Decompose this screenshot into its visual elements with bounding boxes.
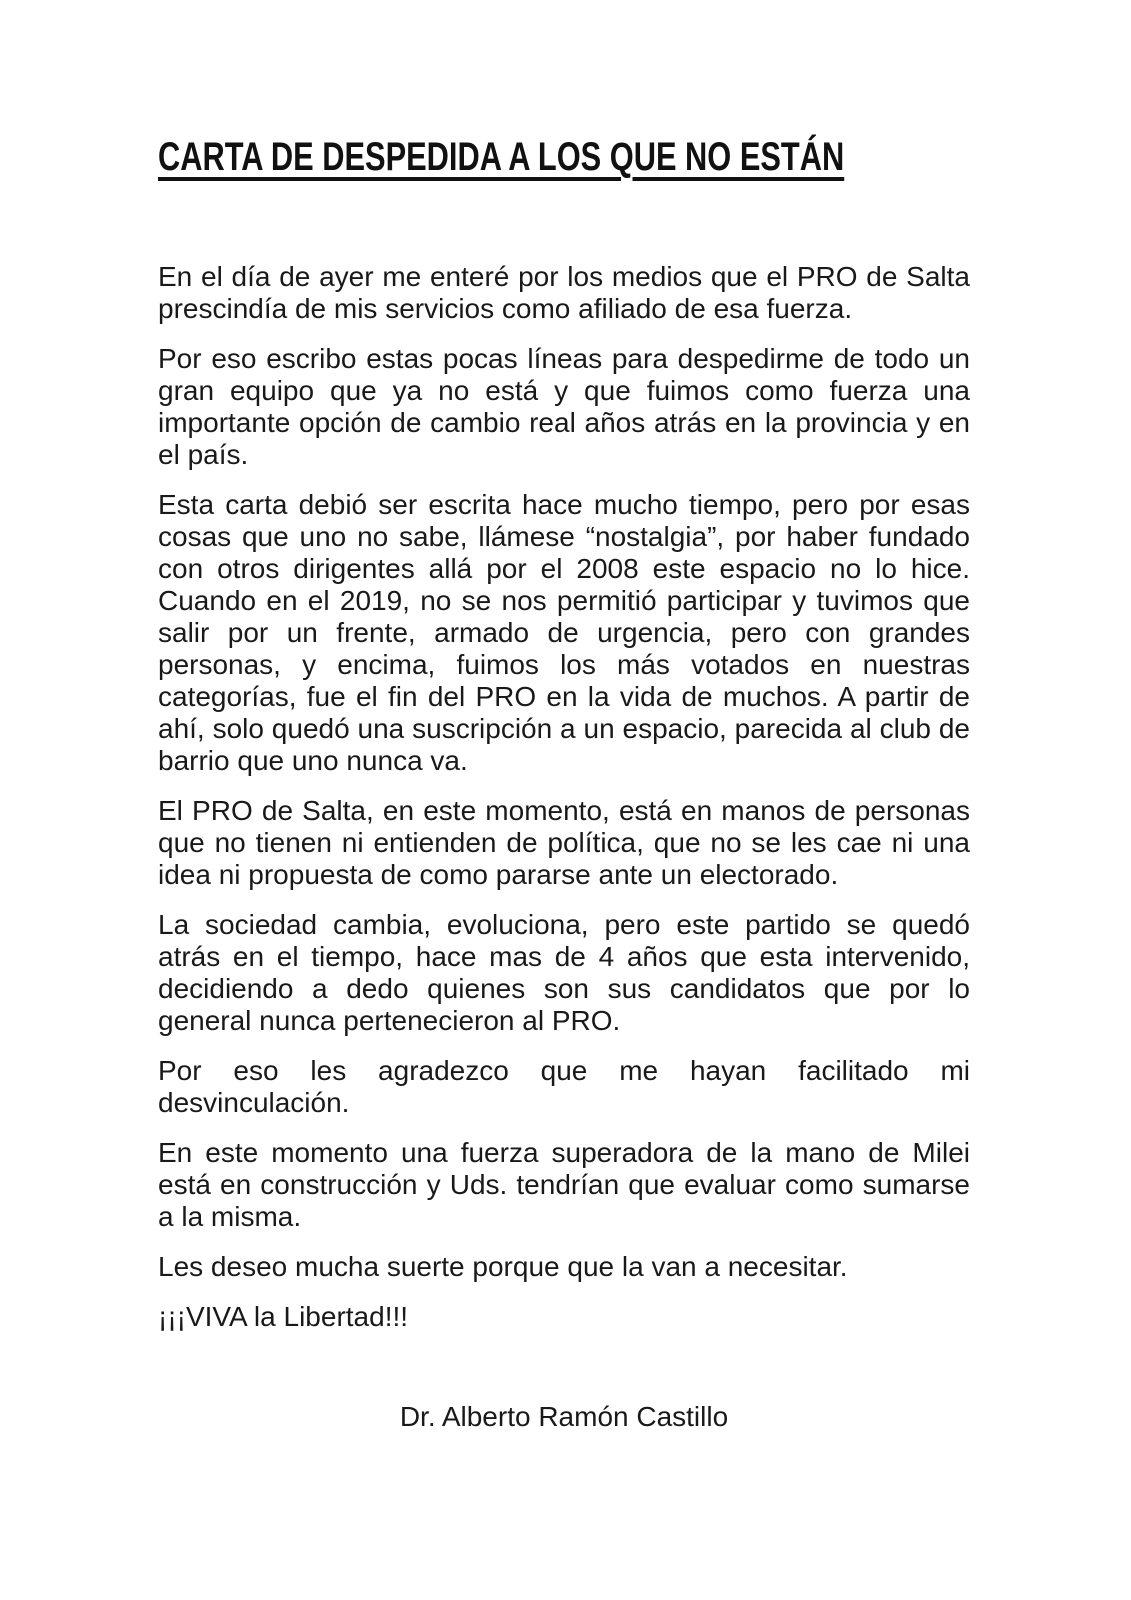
document-content <box>158 134 970 1433</box>
paragraph-4: El PRO de Salta, en este momento, está en manos de personas que no tienen ni entienden de política, que no se les cae ni una idea ni propuesta de como pararse ante un electorado. <box>158 795 970 890</box>
document-title <box>158 134 970 180</box>
paragraph-5: La sociedad cambia, evoluciona, pero este partido se quedó atrás en el tiempo, hace mas de 4 años que esta intervenido, decidiendo a dedo quienes son sus candidatos que por lo general nunca pertenecieron al PRO. <box>158 909 970 1036</box>
paragraph-8: Les deseo mucha suerte porque que la van a necesitar. <box>158 1251 848 1282</box>
document-title-text: CARTA DE DESPEDIDA A LOS QUE NO ESTÁN <box>158 135 845 179</box>
paragraph-7: En este momento una fuerza superadora de la mano de Milei está en construcción y Uds. tendrían que evaluar como sumarse a la misma. <box>158 1137 970 1232</box>
closing-exclamation: ¡¡¡VIVA la Libertad!!! <box>158 1301 409 1332</box>
paragraph-2: Por eso escribo estas pocas líneas para despedirme de todo un gran equipo que ya no está y que fuimos como fuerza una importante opción de cambio real años atrás en la provincia y en el país. <box>158 343 970 470</box>
paragraph-3: Esta carta debió ser escrita hace mucho tiempo, pero por esas cosas que uno no sabe, llámese “nostalgia”, por haber fundado con otros dirigentes allá por el 2008 este espacio no lo hice. Cuando en el 2019, no se nos permitió participar y tuvimos que salir por un frente, armado de urgencia, pero con grandes personas, y encima, fuimos los más votados en nuestras categorías, fue el fin del PRO en la vida de muchos. A partir de ahí, solo quedó una suscripción a un espacio, parecida al club de barrio que uno nunca va. <box>158 489 970 776</box>
signature-line: Dr. Alberto Ramón Castillo <box>399 1401 729 1432</box>
paragraph-6: Por eso les agradezco que me hayan facilitado mi desvinculación. <box>158 1055 970 1118</box>
paragraph-1: En el día de ayer me enteré por los medios que el PRO de Salta prescindía de mis servicios como afiliado de esa fuerza. <box>158 261 970 324</box>
